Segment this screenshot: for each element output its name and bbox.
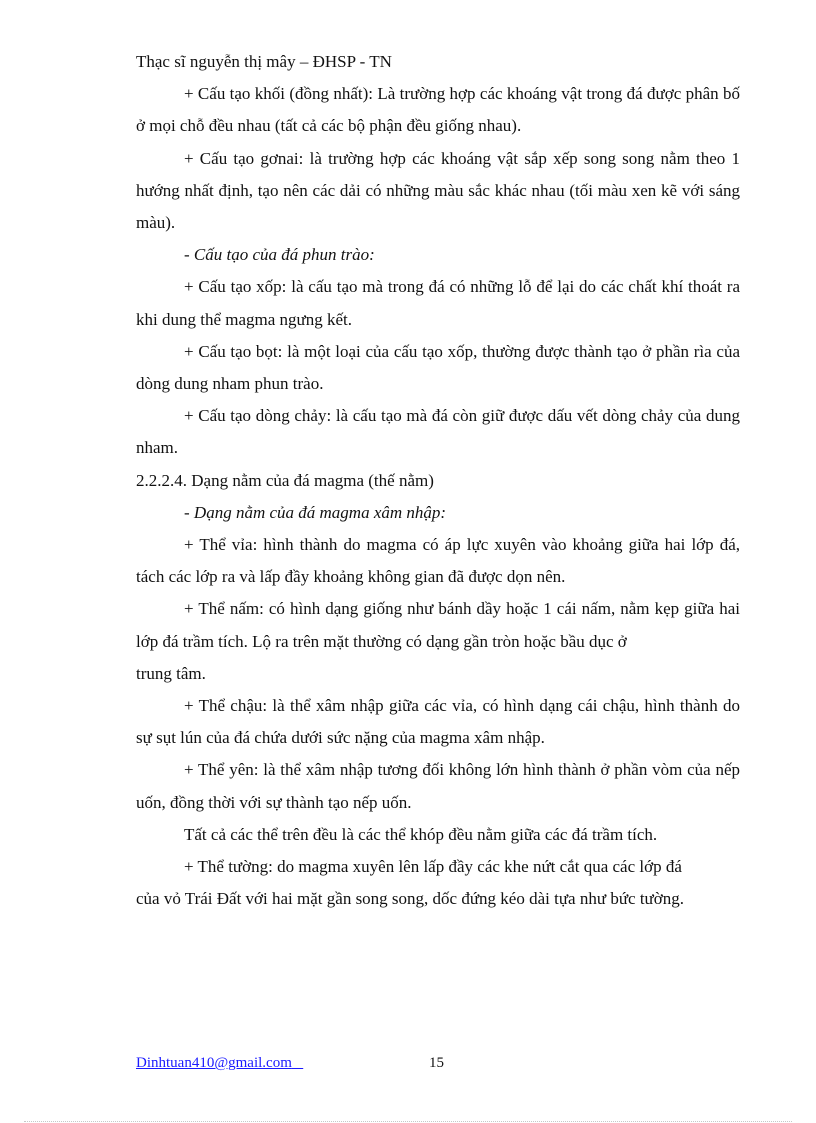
- body-paragraph: trung tâm.: [136, 663, 206, 683]
- body-paragraph: + Cấu tạo gơnai: là trường hợp các khoáng vật sắp xếp song song nằm theo 1 hướng nhất định, tạo nên các dải có những màu sắc khác nhau (tối màu xen kẽ với sáng màu).: [136, 148, 740, 233]
- body-paragraph: + Cấu tạo xốp: là cấu tạo mà trong đá có những lỗ để lại do các chất khí thoát ra khi dung thể magma ngưng kết.: [136, 277, 740, 329]
- body-paragraphs: [136, 78, 740, 915]
- footer-email-link[interactable]: Dinhtuan410@gmail.com: [136, 1055, 292, 1071]
- body-paragraph: 2.2.2.4. Dạng nằm của đá magma (thế nằm): [136, 470, 434, 490]
- body-paragraph: + Cấu tạo dòng chảy: là cấu tạo mà đá còn giữ được dấu vết dòng chảy của dung nham.: [136, 406, 740, 458]
- body-paragraph: + Cấu tạo bọt: là một loại của cấu tạo xốp, thường được thành tạo ở phần rìa của dòng dung nham phun trào.: [136, 341, 740, 394]
- body-paragraph: + Thể vỉa: hình thành do magma có áp lực xuyên vào khoảng giữa hai lớp đá, tách các lớp ra và lấp đầy khoảng không gian đã được dọn nên.: [136, 535, 740, 587]
- page-content: [136, 46, 740, 915]
- page-bottom-divider: [24, 1121, 792, 1122]
- body-paragraph: + Thể tường: do magma xuyên lên lấp đầy các khe nứt cắt qua các lớp đá: [184, 857, 682, 877]
- body-paragraph: + Thể yên: là thể xâm nhập tương đối không lớn hình thành ở phần vòm của nếp uốn, đồng thời với sự thành tạo nếp uốn.: [136, 760, 740, 812]
- body-paragraph: + Cấu tạo khối (đồng nhất): Là trường hợp các khoáng vật trong đá được phân bố ở mọi chỗ đều nhau (tất cả các bộ phận đều giống nhau).: [136, 84, 740, 136]
- body-paragraph: - Dạng nằm của đá magma xâm nhập:: [184, 502, 447, 522]
- body-paragraph: của vỏ Trái Đất với hai mặt gần song song, dốc đứng kéo dài tựa như bức tường.: [136, 889, 685, 909]
- page-footer: [136, 1055, 740, 1079]
- body-paragraph: Tất cả các thể trên đều là các thể khóp đều nằm giữa các đá trầm tích.: [184, 824, 658, 844]
- body-paragraph: - Cấu tạo của đá phun trào:: [184, 245, 375, 265]
- body-paragraph: + Thể chậu: là thể xâm nhập giữa các vỉa, có hình dạng cái chậu, hình thành do sự sụt lún của đá chứa dưới sức nặng của magma xâm nhập.: [136, 696, 740, 748]
- page-header: Thạc sĩ nguyễn thị mây – ĐHSP - TN: [136, 52, 392, 71]
- body-paragraph: + Thể nấm: có hình dạng giống như bánh dầy hoặc 1 cái nấm, nằm kẹp giữa hai lớp đá trầm tích. Lộ ra trên mặt thường có dạng gần tròn hoặc bầu dục ở: [136, 599, 740, 651]
- page-number: 15: [429, 1055, 444, 1071]
